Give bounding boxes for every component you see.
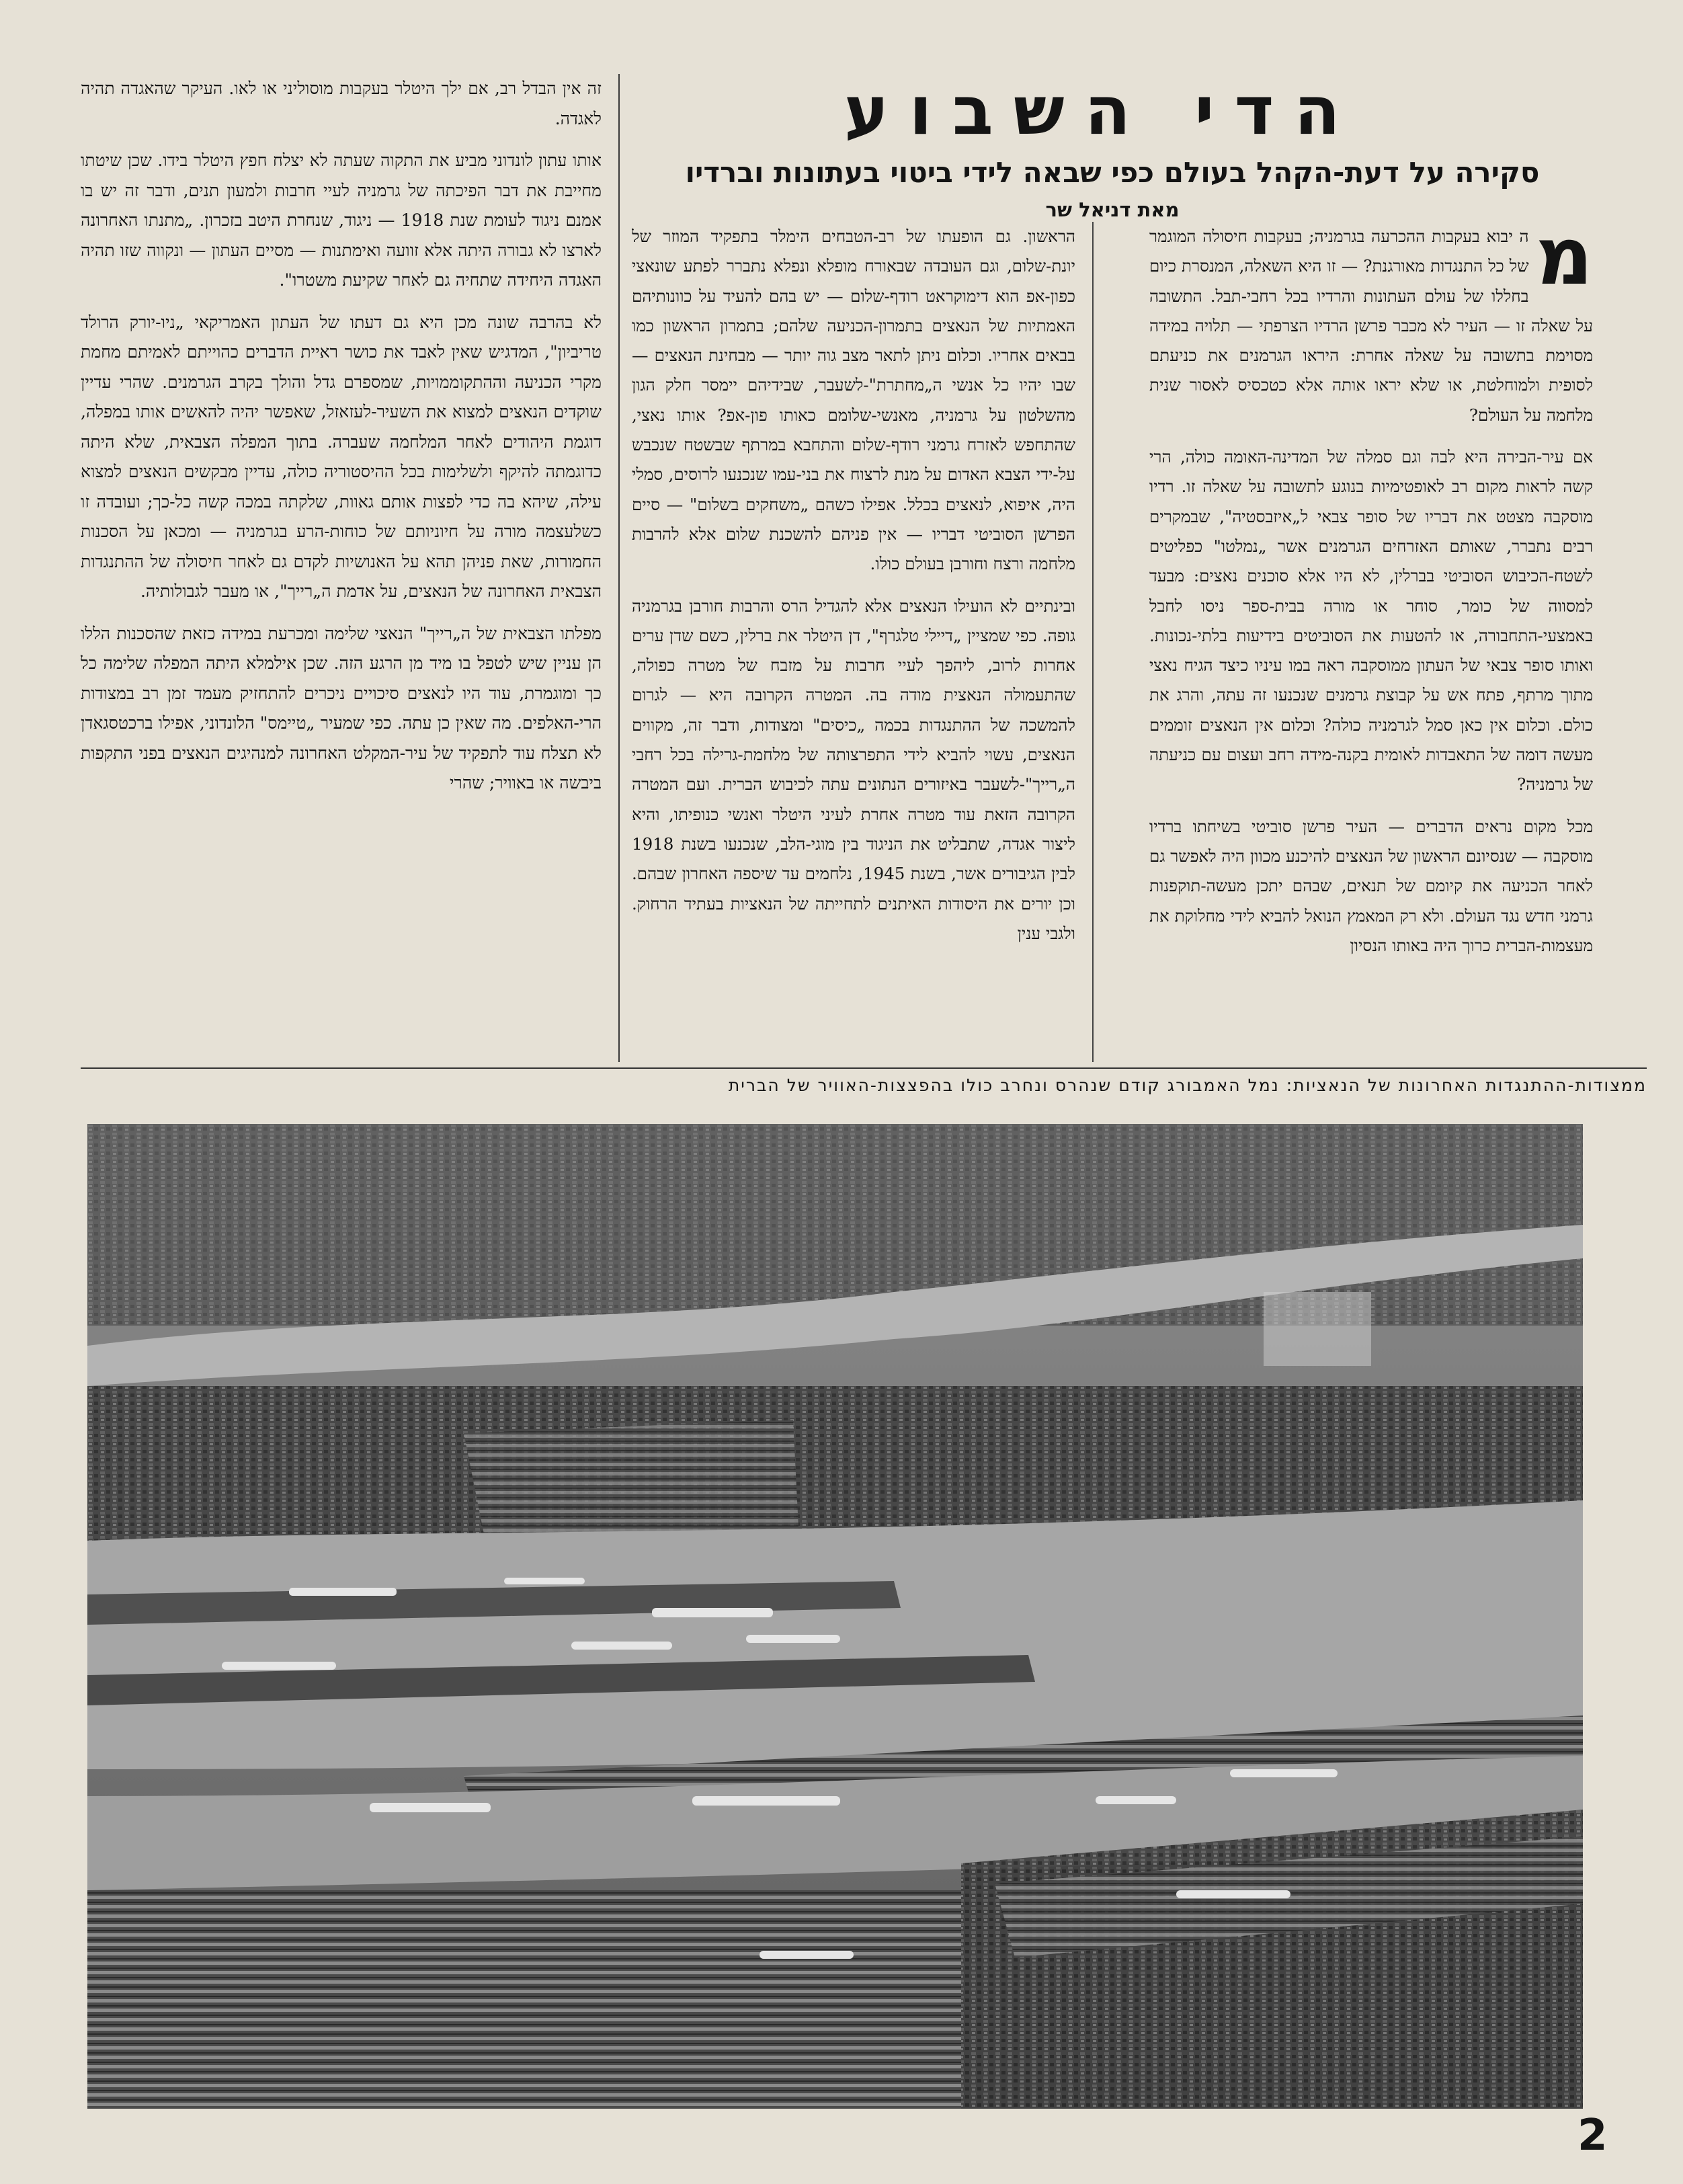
paragraph: ובינתיים לא הועילו הנאצים אלא להגדיל הרס והרבות חורבן בגרמניה גופה. כפי שמציין „דיילי טלגרף", דן היטלר את ברלין, כשם שדן ערים אחרות לרוב, ליהפך לעיי חרבות על מזבח של מטרה כפולה, שהתעמולה הנאצית מודה בה. המטרה הקרובה היא — לגרום להמשכה של ההתנגדות בכמה „כיסים" ומצודות, ודבר זה, מקווים הנאצים, עשוי להביא לידי התפרצותה של מלחמת-גרילה בכל רחבי ה„רייך"-לשעבר באיזורים הנתונים עתה לכיבוש הברית. ועם המטרה הקרובה הזאת עוד מטרה אחרת לעיני היטלר ואנשי כנופיתו, והיא ליצור אגדה, שתבליט את הניגוד בין מוגי-הלב, שנכנעו בשנת 1918 לבין הגיבורים אשר, בשנת 1945, נלחמים עד שיספה האחרון שבהם. וכן יורים את היסודות האיתנים לתחייתה של הנאציות בעתיד הרחוק. ולגבי ענין — [632, 596, 1075, 943]
paragraph: אם עיר-הבירה היא לבה וגם סמלה של המדינה-האומה כולה, הרי קשה לראות מקום רב לאופטימיות בנוגע לתשובה על שאלה זו. רדיו מוסקבה מצטט את דבריו של סופר צבאי ל„איזבסטיה", שבמקרים רבים נתברר, שאותם האזרחים הגרמנים אשר „נמלטו" כפליטים לשטח-הכיבוש הסוביטי בברלין, לא היו אלא סוכנים נאצים: מבעד למסווה של כומר, סוחר או מורה בבית-ספר ניסו לחבל באמצעי-התחבורה, או להטעות את הסוביטים בידיעות בלתי-נכונות. ואותו סופר צבאי של העתון ממוסקבה ראה במו עיניו כיצד הגיח נאצי מתוך מרתף, פתח אש על קבוצת גרמנים שנכנעו זה עתה, והרג את כולם. וכלום אין כאן סמל לגרמניה כולה? וכלום אין הנאצים זוממים מעשה דומה של התאבדות לאומית בקנה-מידה רחב ועצום עם כניעתה של גרמניה? — [1149, 447, 1593, 795]
photo-caption: ממצודות-ההתנגדות האחרונות של הנאציות: נמל האמבורג קודם שנהרס ונחרב כולו בהפצצות-האוויר של הברית — [728, 1076, 1647, 1095]
paragraph: מפלתו הצבאית של ה„רייך" הנאצי שלימה ומכרעת במידה כזאת שהסכנות הללו הן עניין שיש לטפל בו מיד מן הרגע הזה. שכן אילמלא היתה המפלה שלימה כל כך ומוגמרת, עוד היו לנאצים סיכויים ניכרים להתחזיק מעמד זמן רב במצודות הרי-האלפים. מה שאין כן עתה. כפי שמעיר „טיימס" הלונדוני, אפילו ברכטסגאדן לא תצלח עוד לתפקיד של עיר-המקלט האחרונה למנהיגים הנאצים בפני התקפות ביבשה או באוויר; שהרי — [81, 623, 602, 793]
paragraph: לא בהרבה שונה מכן היא גם דעתו של העתון האמריקאי „ניו-יורק הרולד טריביון", המדגיש שאין לאבד את כושר ראיית הדברים כהוייתם לאמיתם מחמת מקרי הכניעה וההתקוממויות, שמספרם גדל והולך בקרב הגרמנים. שהרי עדיין שוקדים הנאצים למצוא את השעיר-לעזאזל, שאפשר יהיה להאשים אותו במפלה, דוגמת היהודים לאחר המלחמה שעברה. בתוך המפלה הצבאית, שלא היתה כדוגמתה להיקף ולשלימות בכל ההיסטוריה כולה, עדיין מבקשים הנאצים למצוא עילה, שיהא בה כדי לפצות אותם גאוות, שלקתה במכה קשה כל-כך; ועובדה זו כשלעצמה מורה על חיוניותם של כוחות-הרע בגרמניה — ומכאן על הסכנות החמורות, שאת פניהן תהא על האנושיות לקדם גם לאחר חיסולה של ההתנגדות הצבאית האחרונה של הנאצים, על אדמת ה„רייך", או מעבר לגבולותיה. — [81, 312, 602, 601]
column-divider — [618, 74, 620, 1062]
article-byline: מאת דניאל שר — [1045, 198, 1180, 221]
article-title: הדי השבוע — [844, 71, 1361, 150]
article-subtitle: סקירה על דעת-הקהל בעולם כפי שבאה לידי ביטוי בעתונות וברדיו — [685, 156, 1540, 189]
paragraph: הראשון. גם הופעתו של רב-הטבחים הימלר בתפקיד המוזר של יונת-שלום, וגם העובדה שבאורח מופלא ונפלא נתברר לפתע שונאצי כפון-אפ הוא דימוקראט רודף-שלום — יש בהם להעיד על כוונותיהם האמתיות של הנאצים בתמרון-הכניעה שלהם; בתמרון הראשון כמו בבאים אחריו. וכלום ניתן לתאר מצב גוה יותר — מבחינת הנאצים — שבו יהיו כל אנשי ה„מחתרת"-לשעבר, שבידיהם יימסר חלק הגון מהשלטון על גרמניה, מאנשי-שלומם כאותו פון-אפ? אותו נאצי, שהתחפש לאזרח גרמני רודף-שלום והתחבא במרתף שבשטח שנכבש על-ידי הצבא האדום על מנת לרצוח את בני-עמו שנכנעו לרוסים, סמלי היה, איפוא, לנאצים בכלל. אפילו כשהם „משחקים בשלום" — סיים הפרשן הסוביטי דבריו — אין פניהם להשכנת שלום אלא להרבות מלחמה ורצח וחורבן בעולם כולו. — [632, 227, 1075, 574]
article-column-middle — [632, 222, 1075, 1062]
paragraph — [1149, 222, 1593, 430]
drop-cap: מ — [1535, 222, 1593, 302]
paragraph: זה אין הבדל רב, אם ילך היטלר בעקבות מוסוליני או לאו. העיקר שהאגדה תהיה לאגדה. — [81, 79, 602, 128]
paragraph: מכל מקום נראים הדברים — העיר פרשן סוביטי בשיחתו ברדיו מוסקבה — שנסיונם הראשון של הנאצים להיכנע מכוון היה לאפשר גם לאחר הכניעה את קיומם של תנאים, שבהם יתכן מעשה-תוקפנות גרמני חדש נגד העולם. ולא רק המאמץ הנואל להביא לידי מחלוקת את מעצמות-הברית כרוך היה באותו הנסיון — [1149, 816, 1593, 955]
page-number: 2 — [1577, 2111, 1608, 2160]
caption-rule — [81, 1067, 1647, 1069]
article-column-right — [1149, 222, 1593, 1062]
paragraph: אותו עתון לונדוני מביע את התקוה שעתה לא יצלח חפץ היטלר בידו. שכן שיטתו מחייבת את דבר הפיכתה של גרמניה לעיי חרבות ולמעון תנים, ודבר זה יש בו אמנם ניגוד לעומת שנת 1918 — ניגוד, שנחרת היטב בזכרון. „מתנתו האחרונה לארצו לא גבורה היתה אלא זוועה ואימתנות — מסיים העתון — ונקווה שזו תהיה האגדה היחידה שתחיה גם לאחר שקיעת משטרו". — [81, 151, 602, 290]
harbor-aerial-photo — [87, 1124, 1583, 2109]
article-column-left — [81, 74, 602, 1062]
column-divider — [1092, 222, 1094, 1062]
paragraph-text: ה יבוא בעקבות ההכרעה בגרמניה; בעקבות חיסולה המוגמר של כל התנגדות מאורגנת? — זו היא השאלה, המנסרת כיום בחללו של עולם העתונות והרדיו בכל רחבי-תבל. התשובה על שאלה זו — העיר לא מכבר פרשן הרדיו הצרפתי — תלויה במידה מסוימת בתשובה על שאלה אחרת: היראו הגרמנים את כניעתם לסופית ולמוחלטת, או שלא יראו אותה אלא כטכסיס לאסור שנית מלחמה על העולם? — [1149, 227, 1593, 425]
article-header — [632, 71, 1593, 221]
